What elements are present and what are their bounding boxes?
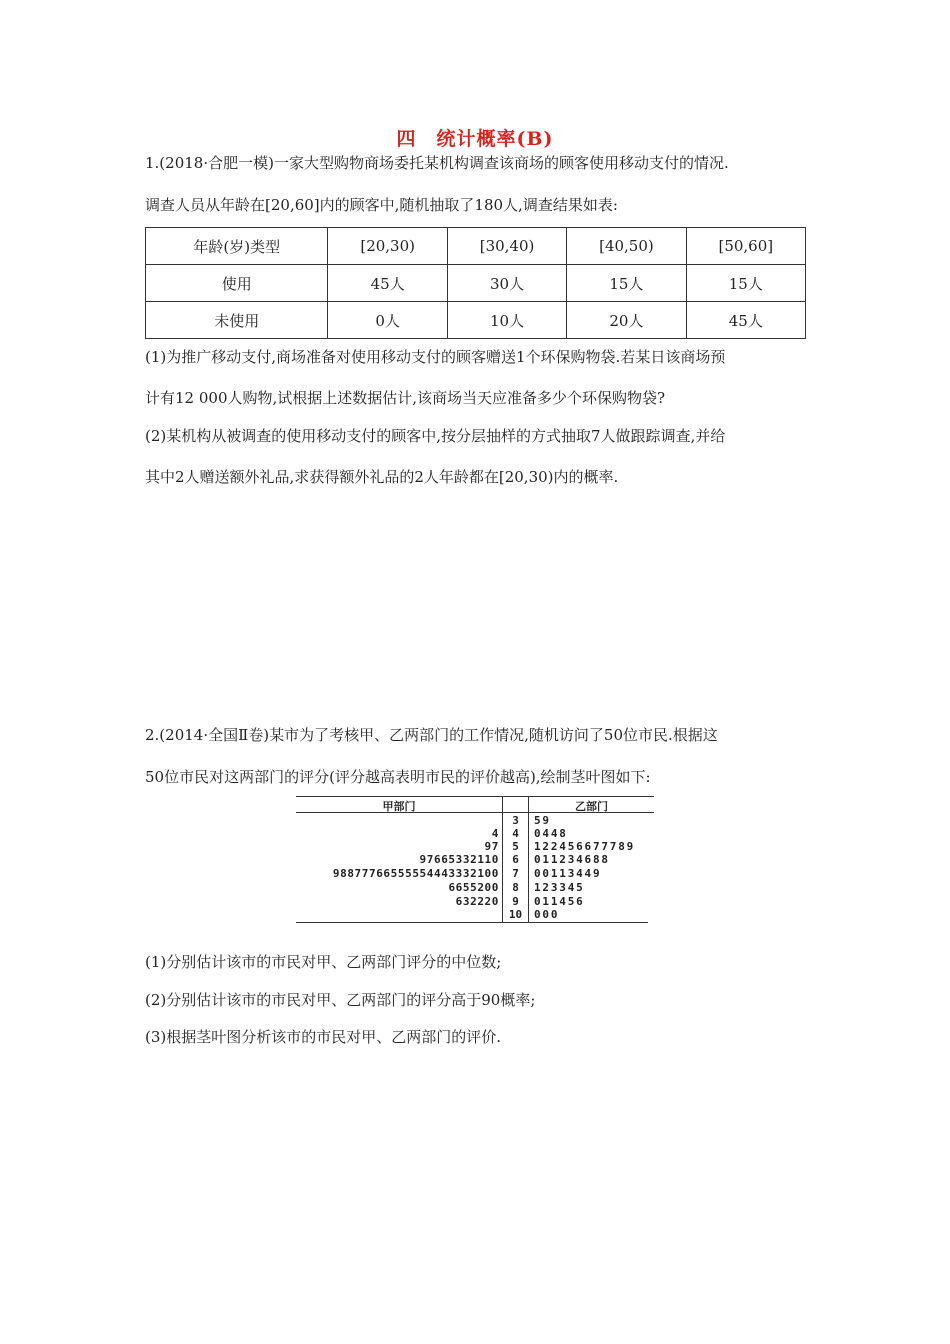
table-header-cell: [30,40)	[447, 228, 566, 265]
stem-leaf-row	[296, 895, 656, 908]
stem-value: 8	[512, 881, 519, 894]
right-department-header: 乙部门	[575, 800, 608, 813]
table-cell: 20人	[567, 302, 686, 339]
table-header-cell: [40,50)	[567, 228, 686, 265]
stem-leaf-row	[296, 853, 656, 866]
table-cell: 10人	[447, 302, 566, 339]
left-leaves: 4	[491, 827, 499, 840]
stem-value: 10	[508, 908, 523, 921]
right-leaves: 00113449	[534, 867, 602, 880]
right-leaves: 123345	[534, 881, 585, 894]
stem-value: 3	[512, 814, 519, 827]
right-leaves: 011234688	[534, 853, 610, 866]
stem-value: 9	[512, 895, 519, 908]
stem-value: 5	[512, 840, 519, 853]
table-cell: 15人	[567, 265, 686, 302]
survey-table	[145, 227, 806, 339]
table-header-row	[146, 228, 806, 265]
table-cell: 15人	[686, 265, 805, 302]
right-leaves: 000	[534, 908, 560, 921]
left-leaves: 6655200	[448, 881, 499, 894]
table-cell: 使用	[146, 265, 328, 302]
stem-value: 7	[512, 867, 519, 880]
table-cell: 30人	[447, 265, 566, 302]
q1-intro-line2: 调查人员从年龄在[20,60]内的顾客中,随机抽取了180人,调查结果如表:	[145, 196, 618, 214]
left-leaves: 632220	[455, 895, 499, 908]
right-leaves: 0448	[534, 827, 568, 840]
table-cell: 未使用	[146, 302, 328, 339]
stem-leaf-row	[296, 827, 656, 840]
left-department-header: 甲部门	[382, 800, 416, 813]
left-leaves: 97	[484, 840, 499, 853]
q1-part2-line2: 其中2人赠送额外礼品,求获得额外礼品的2人年龄都在[20,30)内的概率.	[145, 468, 619, 486]
table-header-cell: 年龄(岁)类型	[146, 228, 328, 265]
q2-part3: (3)根据茎叶图分析该市的市民对甲、乙两部门的评价.	[145, 1028, 502, 1046]
stem-leaf-row	[296, 881, 656, 894]
stem-leaf-row	[296, 814, 656, 827]
q1-intro-line1: 1.(2018·合肥一模)一家大型购物商场委托某机构调查该商场的顾客使用移动支付的情况.	[145, 154, 729, 172]
stem-value: 6	[512, 853, 519, 866]
right-leaves: 122456677789	[534, 840, 636, 853]
left-leaves: 97665332110	[419, 853, 499, 866]
plot-bottom-rule	[296, 922, 648, 923]
plot-top-rule	[296, 796, 654, 797]
right-leaves: 59	[534, 814, 551, 827]
table-cell: 45人	[686, 302, 805, 339]
left-leaves: 98877766555554443332100	[332, 867, 499, 880]
table-row	[146, 302, 806, 339]
q2-intro-line1: 2.(2014·全国Ⅱ卷)某市为了考核甲、乙两部门的工作情况,随机访问了50位市民.根据这	[145, 726, 718, 744]
stem-leaf-row	[296, 908, 656, 921]
table-cell: 0人	[328, 302, 447, 339]
right-leaves: 011456	[534, 895, 585, 908]
stem-leaf-row	[296, 840, 656, 853]
q2-part1: (1)分别估计该市的市民对甲、乙两部门评分的中位数;	[145, 953, 502, 971]
table-cell: 45人	[328, 265, 447, 302]
stem-leaf-plot	[296, 796, 656, 924]
stem-value: 4	[512, 827, 519, 840]
q1-part1-line1: (1)为推广移动支付,商场准备对使用移动支付的顾客赠送1个环保购物袋.若某日该商场预	[145, 348, 726, 366]
q1-part2-line1: (2)某机构从被调查的使用移动支付的顾客中,按分层抽样的方式抽取7人做跟踪调查,并给	[145, 427, 726, 445]
page-title: 四 统计概率(B)	[396, 128, 554, 150]
table-row	[146, 265, 806, 302]
q2-intro-line2: 50位市民对这两部门的评分(评分越高表明市民的评价越高),绘制茎叶图如下:	[145, 768, 651, 786]
table-header-cell: [50,60]	[686, 228, 805, 265]
stem-leaf-row	[296, 867, 656, 880]
q1-part1-line2: 计有12 000人购物,试根据上述数据估计,该商场当天应准备多少个环保购物袋?	[145, 389, 666, 407]
q2-part2: (2)分别估计该市的市民对甲、乙两部门的评分高于90概率;	[145, 991, 536, 1009]
table-header-cell: [20,30)	[328, 228, 447, 265]
